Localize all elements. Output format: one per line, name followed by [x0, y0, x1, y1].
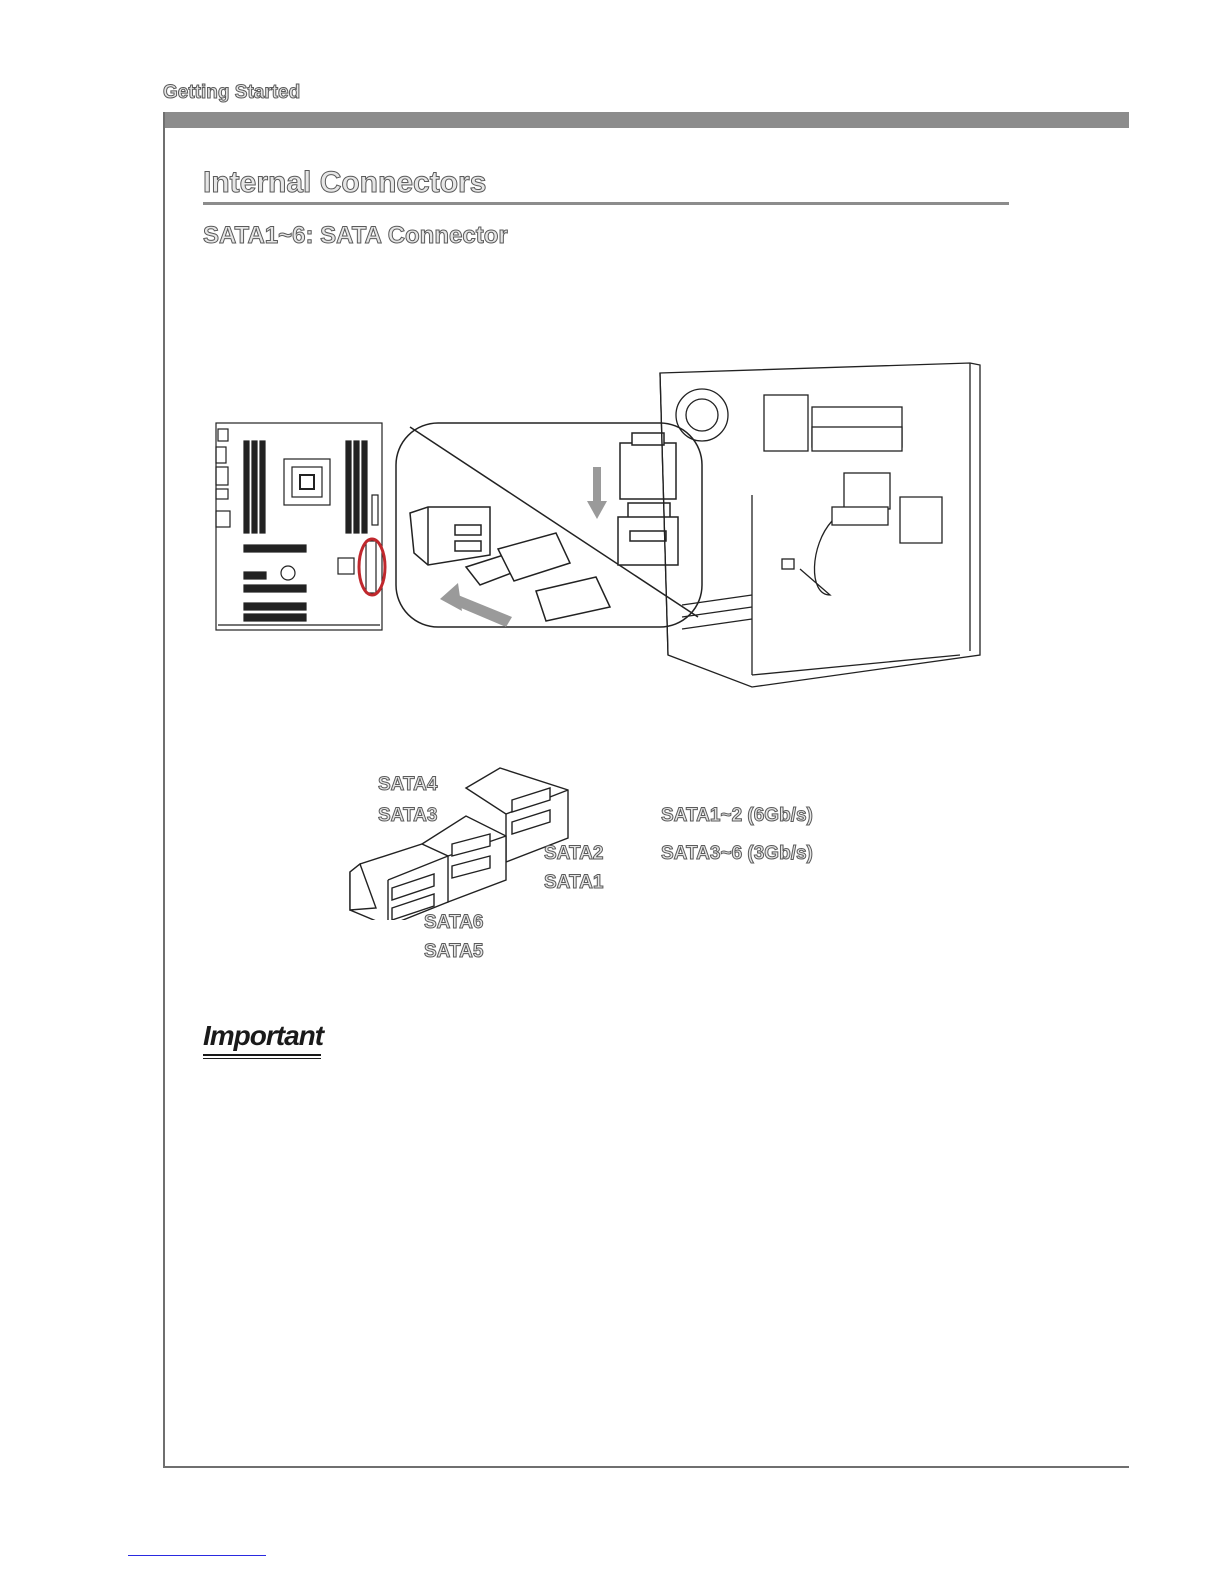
port-label-sata2: SATA2 [544, 843, 604, 864]
footer-rule [163, 1466, 1129, 1468]
left-margin-rule [163, 112, 165, 1468]
important-heading: Important [203, 1020, 324, 1051]
header-bar [163, 112, 1129, 128]
port-label-sata5: SATA5 [424, 941, 484, 962]
header-label: Getting Started [163, 82, 301, 103]
important-underline-2 [203, 1058, 321, 1059]
speed-label-3gbps: SATA3~6 (3Gb/s) [661, 843, 813, 864]
important-underline [203, 1054, 321, 1056]
sata-installation-illustration [200, 355, 990, 695]
subsection-title: SATA1~6: SATA Connector [203, 222, 508, 249]
sata-port-diagram [340, 760, 580, 920]
sata-zoom-bubble [396, 423, 702, 627]
pc-case-diagram [660, 363, 980, 687]
title-underline [203, 202, 1009, 205]
footer-link-underline [128, 1555, 266, 1556]
port-label-sata6: SATA6 [424, 912, 484, 933]
port-label-sata4: SATA4 [378, 774, 438, 795]
speed-label-6gbps: SATA1~2 (6Gb/s) [661, 805, 813, 826]
section-title: Internal Connectors [203, 166, 487, 199]
port-label-sata1: SATA1 [544, 872, 604, 893]
motherboard-diagram [216, 423, 385, 630]
port-label-sata3: SATA3 [378, 805, 438, 826]
